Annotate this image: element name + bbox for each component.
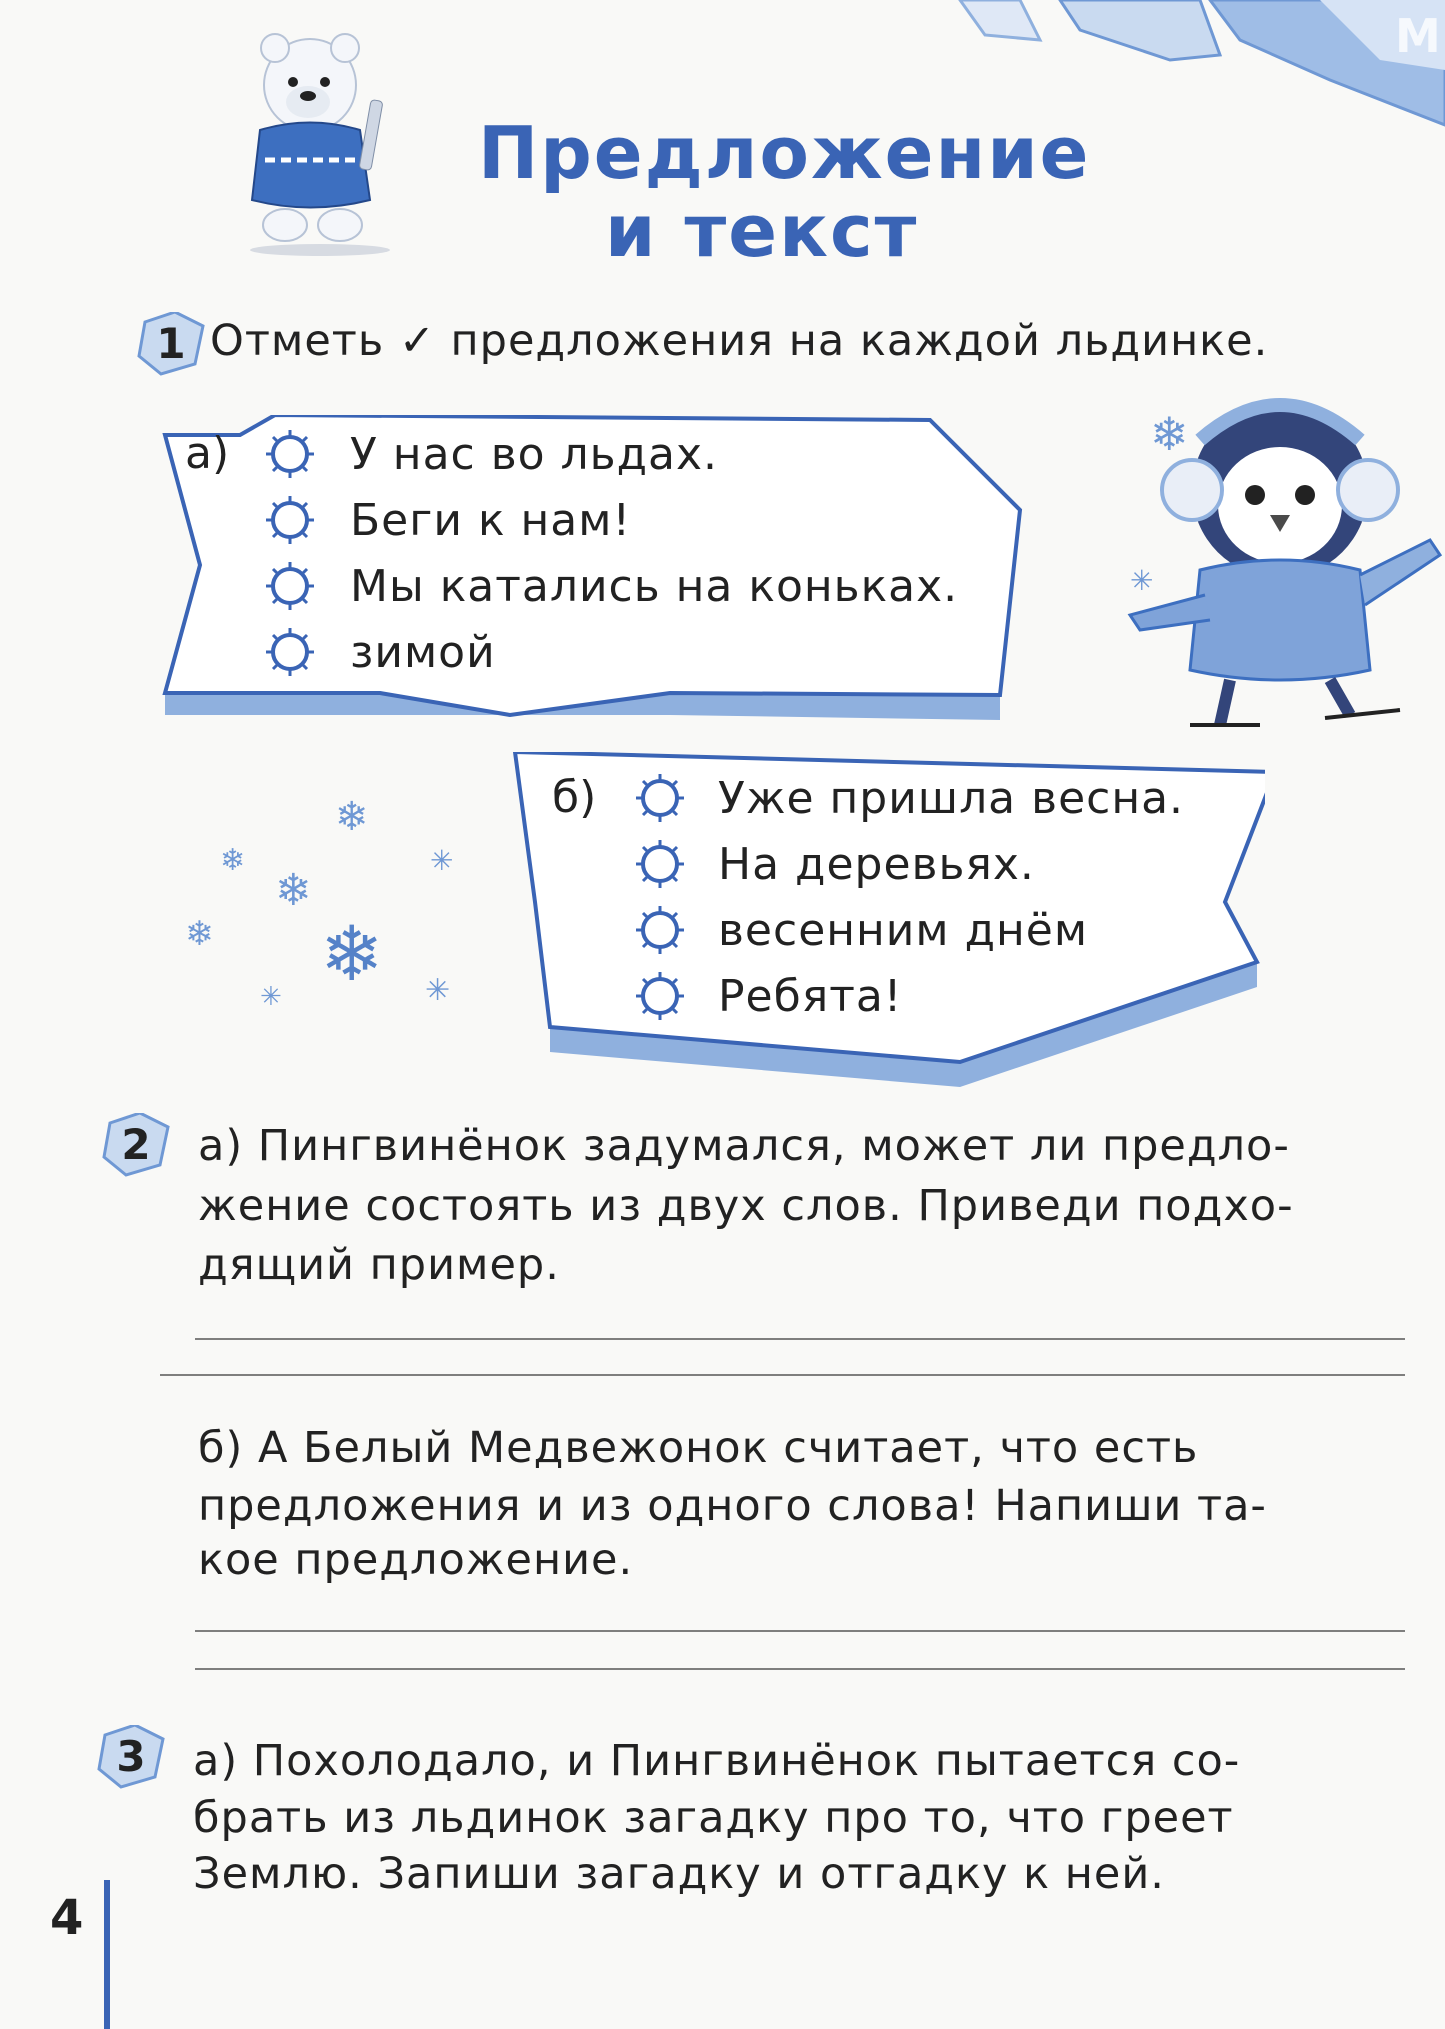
ice-a-item-1: У нас во льдах. (350, 429, 719, 480)
task-2a-line-2: жение состоять из двух слов. Приведи подхо- (198, 1181, 1294, 1231)
svg-text:❄: ❄ (320, 909, 384, 998)
svg-text:✳: ✳ (430, 844, 454, 877)
page-title-line-1: Предложение (478, 111, 1091, 195)
checkbox-snowflake-icon[interactable] (634, 838, 686, 890)
ice-b-label: б) (552, 772, 597, 823)
page-title-line-2: и текст (605, 189, 919, 273)
task-1-badge (135, 312, 207, 376)
ice-a-item-2: Беги к нам! (350, 495, 632, 546)
ice-b-item-4: Ребята! (718, 971, 903, 1022)
page-edge-bar (104, 1880, 110, 2029)
task-2-badge (100, 1113, 172, 1177)
checkbox-snowflake-icon[interactable] (264, 560, 316, 612)
task-3-badge (95, 1725, 167, 1789)
ice-b-item-1: Уже пришла весна. (718, 773, 1185, 824)
ice-b-item-3: весенним днём (718, 905, 1089, 956)
answer-line[interactable] (195, 1668, 1405, 1670)
task-3a-line-1: а) Похолодало, и Пингвинёнок пытается со- (193, 1736, 1241, 1786)
polar-bear-illustration (190, 30, 450, 260)
svg-text:✳: ✳ (425, 973, 451, 1008)
task-2a-line-3: дящий пример. (198, 1240, 560, 1290)
svg-text:❄: ❄ (220, 843, 246, 878)
task-3a-line-3: Землю. Запиши загадку и отгадку к ней. (193, 1849, 1165, 1899)
checkbox-snowflake-icon[interactable] (634, 772, 686, 824)
svg-text:❄: ❄ (1150, 407, 1189, 461)
penguin-illustration (1110, 380, 1445, 740)
task-1-text: Отметь ✓ предложения на каждой льдинке. (210, 316, 1269, 366)
ice-b-item-2: На деревьях. (718, 839, 1035, 890)
task-2a-line-1: а) Пингвинёнок задумался, может ли предло- (198, 1121, 1290, 1171)
checkbox-snowflake-icon[interactable] (264, 494, 316, 546)
checkbox-snowflake-icon[interactable] (634, 904, 686, 956)
svg-text:✳: ✳ (260, 982, 282, 1012)
task-2-number: 2 (121, 1120, 151, 1169)
ice-a-item-3: Мы катались на коньках. (350, 561, 959, 612)
ice-a-item-4: зимой (350, 627, 496, 678)
svg-text:✳: ✳ (1130, 564, 1154, 597)
svg-text:❄: ❄ (335, 794, 369, 840)
checkbox-snowflake-icon[interactable] (264, 428, 316, 480)
svg-text:❄: ❄ (275, 865, 312, 916)
checkbox-snowflake-icon[interactable] (634, 970, 686, 1022)
svg-text:❄: ❄ (185, 914, 214, 954)
task-2b-line-3: кое предложение. (198, 1535, 634, 1585)
task-3-number: 3 (116, 1732, 146, 1781)
snowflakes-decoration (160, 770, 460, 1020)
page-number: 4 (50, 1890, 84, 1946)
task-3a-line-2: брать из льдинок загадку про то, что греет (193, 1793, 1234, 1843)
task-1-number: 1 (156, 319, 186, 368)
answer-line[interactable] (195, 1630, 1405, 1632)
task-2b-line-2: предложения и из одного слова! Напиши та- (198, 1481, 1267, 1531)
ice-a-label: а) (185, 428, 230, 479)
answer-line[interactable] (195, 1338, 1405, 1340)
svg-text:М: М (1395, 9, 1441, 63)
task-2b-line-1: б) А Белый Медвежонок считает, что есть (198, 1423, 1199, 1473)
checkbox-snowflake-icon[interactable] (264, 626, 316, 678)
answer-line[interactable] (160, 1374, 1405, 1376)
